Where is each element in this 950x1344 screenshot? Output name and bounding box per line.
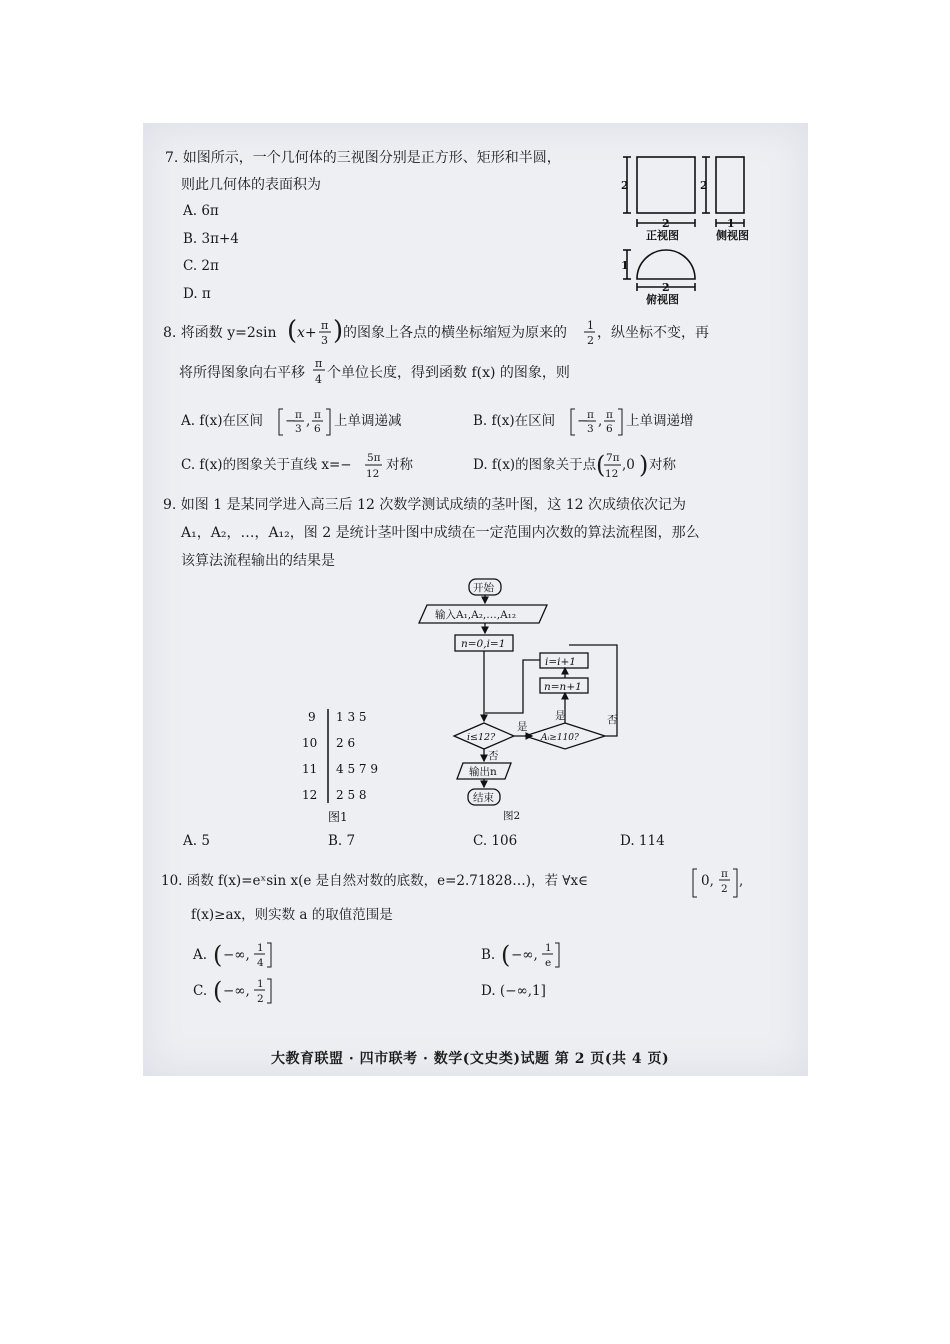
q8-b-three: 3 [587, 423, 594, 435]
q9-stem-line3: 该算法流程输出的结果是 [181, 553, 335, 569]
q8-option-b-start: B. f(x)在区间 [473, 413, 556, 429]
svg-text:(: ( [596, 451, 606, 479]
q10-c-num: 1 [257, 978, 264, 990]
top-width-label: 2 [662, 281, 670, 294]
q8-stem-mid: 的图象上各点的横坐标缩短为原来的 [343, 325, 567, 341]
flow-input-text: 输入A₁,A₂,…,A₁₂ [435, 609, 517, 621]
stem-11: 11 [302, 762, 318, 776]
side-view-rectangle [716, 157, 744, 213]
q8-b-six: 6 [606, 423, 613, 435]
q8-b-neg: − [577, 413, 589, 429]
q8-three: 3 [321, 334, 328, 347]
q9-option-b: B. 7 [328, 833, 356, 849]
q10-stem-line1: 10. 函数 f(x)=eˣsin x(e 是自然对数的底数，e=2.71828…)，若 ∀x∈ [161, 873, 589, 889]
q10-b-neg-inf: −∞, [511, 947, 538, 963]
leaves-12: 2 5 8 [336, 788, 367, 802]
q8-c-twelve: 12 [366, 468, 380, 480]
q8-d-twelve: 12 [605, 468, 619, 480]
q9-option-a: A. 5 [183, 833, 210, 849]
fig2-caption: 图2 [503, 810, 521, 822]
top-view-semicircle [637, 250, 695, 279]
side-width-label: 1 [727, 217, 735, 230]
q8-stem [163, 317, 793, 389]
q10-option-b-label: B. [481, 947, 496, 963]
q8-option-a-end: 上单调递减 [334, 413, 402, 429]
svg-text:(: ( [213, 941, 223, 969]
svg-text:C.: C. [193, 983, 208, 999]
leaves-10: 2 6 [336, 736, 356, 750]
q10-a-num: 1 [257, 942, 264, 954]
q8-half-den: 2 [587, 334, 594, 347]
scanned-page [143, 123, 808, 1076]
flow-output-text: 输出n [469, 766, 497, 778]
q9-flowchart [413, 573, 633, 823]
q8-pi: π [321, 319, 329, 332]
top-height-label: 1 [621, 259, 629, 272]
svg-text:,: , [598, 413, 603, 429]
q10-range-two: 2 [721, 883, 728, 895]
q10-c-neg-inf: −∞, [223, 983, 250, 999]
svg-text:(: ( [287, 317, 298, 346]
q10-c-den: 2 [257, 993, 264, 1005]
stem-12: 12 [302, 788, 318, 802]
q7-three-views-figure [621, 151, 801, 306]
q8-a-six: 6 [314, 423, 321, 435]
q9-option-c: C. 106 [473, 833, 518, 849]
q10-b-den: e [545, 957, 552, 969]
q8-half-num: 1 [587, 319, 594, 332]
q10-range-pi: π [721, 868, 728, 880]
q10-a-den: 4 [257, 957, 264, 969]
side-height-label: 2 [700, 179, 708, 192]
page-footer: 大教育联盟 · 四市联考 · 数学(文史类)试题 第 2 页(共 4 页) [271, 1051, 670, 1067]
q8-shift-four: 4 [315, 373, 322, 386]
flow-inc-i-text: i=i+1 [545, 656, 576, 668]
q8-option-c-end: 对称 [386, 457, 413, 473]
q10-option-a-label: A. [193, 947, 208, 963]
q9-stem-line1: 9. 如图 1 是某同学进入高三后 12 次数学测试成绩的茎叶图，这 12 次成绩依次记为 [163, 497, 687, 513]
q7-stem-line1: 7. 如图所示，一个几何体的三视图分别是正方形、矩形和半圆， [165, 150, 561, 166]
q8-inner-x: x+ [297, 325, 317, 341]
leaves-11: 4 5 7 9 [336, 762, 378, 776]
q7-stem-line2: 则此几何体的表面积为 [181, 177, 321, 193]
stem-10: 10 [302, 736, 318, 750]
q7-option-c: C. 2π [183, 258, 219, 274]
svg-text:(: ( [213, 977, 223, 1005]
front-view-caption: 正视图 [646, 229, 679, 242]
q9-option-d: D. 114 [620, 833, 665, 849]
q8-b-pi2: π [606, 409, 613, 421]
q10-block [161, 865, 801, 1005]
q10-b-num: 1 [545, 942, 552, 954]
q8-option-b-end: 上单调递增 [626, 413, 694, 429]
flow-inc-n-text: n=n+1 [544, 681, 582, 693]
q8-stem2-end: 个单位长度，得到函数 f(x) 的图象，则 [327, 365, 570, 381]
flow-cond2-text: Aᵢ≥110? [541, 733, 579, 743]
flow-yes1: 是 [517, 721, 528, 733]
flow-end-text: 结束 [473, 792, 494, 804]
q8-a-three: 3 [295, 423, 302, 435]
q8-stem-end: ，纵坐标不变，再 [597, 325, 709, 341]
q7-option-b: B. 3π+4 [183, 231, 239, 247]
svg-text:,: , [739, 873, 744, 889]
stem-9: 9 [308, 710, 316, 724]
fig1-caption: 图1 [328, 810, 348, 823]
q8-option-a-start: A. f(x)在区间 [181, 413, 263, 429]
q8-b-pi1: π [587, 409, 594, 421]
q8-c-5pi: 5π [367, 452, 381, 464]
front-height-label: 2 [621, 179, 629, 192]
front-width-label: 2 [662, 217, 670, 230]
q8-shift-pi: π [315, 357, 323, 370]
flow-no1: 否 [488, 750, 499, 762]
q8-a-neg: − [285, 413, 297, 429]
q8-stem-start: 8. 将函数 y=2sin [163, 325, 277, 341]
leaves-9: 1 3 5 [336, 710, 367, 724]
svg-text:): ) [333, 317, 344, 346]
q9-stem-line2: A₁，A₂，…，A₁₂，图 2 是统计茎叶图中成绩在一定范围内次数的算法流程图，那么 [181, 525, 700, 541]
q8-option-c-start: C. f(x)的图象关于直线 x=− [181, 457, 352, 473]
flow-no2: 否 [607, 714, 618, 726]
q8-option-d-end: 对称 [649, 457, 676, 473]
q10-a-neg-inf: −∞, [223, 947, 250, 963]
q9-stem-leaf-plot [298, 703, 418, 823]
q10-stem-line2: f(x)≥ax，则实数 a 的取值范围是 [191, 907, 393, 923]
q8-stem2-start: 将所得图象向右平移 [179, 365, 305, 381]
front-view-square [637, 157, 695, 213]
q10-range-zero: 0, [701, 873, 714, 889]
q8-options [181, 403, 781, 483]
svg-text:(: ( [501, 941, 511, 969]
q10-option-d: D. (−∞,1] [481, 983, 546, 999]
side-view-caption: 侧视图 [716, 229, 749, 242]
q8-d-7pi: 7π [606, 452, 620, 464]
q8-option-d-start: D. f(x)的图象关于点 [473, 457, 597, 473]
top-view-caption: 俯视图 [646, 293, 679, 306]
flow-cond1-text: i≤12? [467, 732, 496, 743]
flow-start-text: 开始 [473, 582, 494, 594]
q8-a-pi1: π [295, 409, 302, 421]
q7-option-d: D. π [183, 286, 211, 302]
q7-option-a: A. 6π [183, 203, 219, 219]
q8-d-zero: ,0 [622, 457, 635, 473]
svg-text:,: , [306, 413, 311, 429]
q8-a-pi2: π [314, 409, 321, 421]
flow-yes2: 是 [555, 710, 566, 722]
flow-init-text: n=0,i=1 [461, 638, 506, 650]
svg-text:): ) [639, 451, 649, 479]
